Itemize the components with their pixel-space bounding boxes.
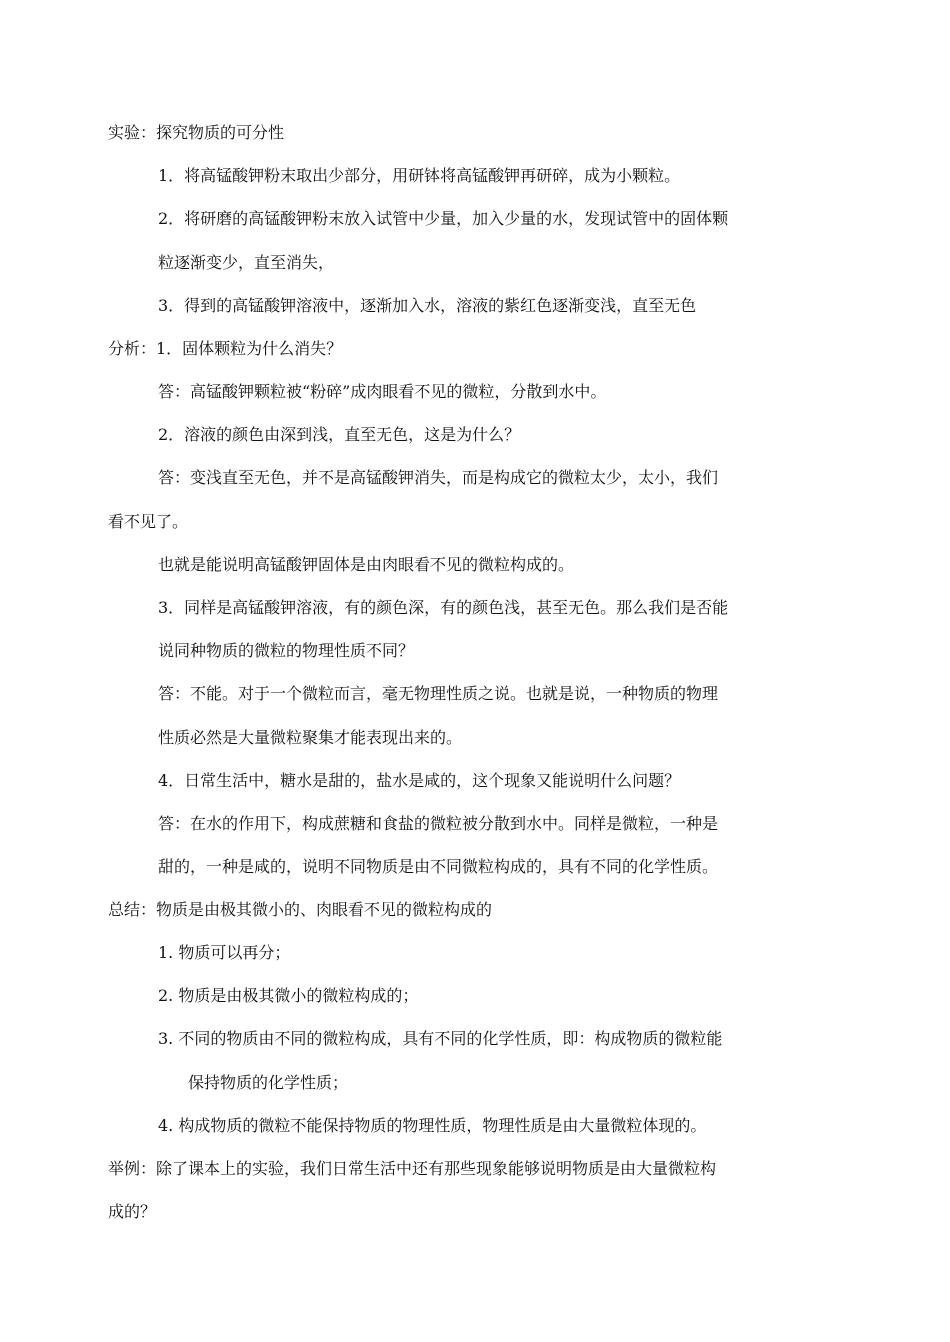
analysis-answer-3: 答：不能。对于一个微粒而言，毫无物理性质之说。也就是说，一种物质的物理 <box>158 684 719 703</box>
analysis-answer-4: 答：在水的作用下，构成蔗糖和食盐的微粒被分散到水中。同样是微粒，一种是 <box>158 814 719 833</box>
analysis-question-4: 4．日常生活中，糖水是甜的，盐水是咸的，这个现象又能说明什么问题？ <box>158 771 681 790</box>
example-question-cont: 成的？ <box>108 1202 157 1221</box>
analysis-answer-2-note: 也就是能说明高锰酸钾固体是由肉眼看不见的微粒构成的。 <box>158 555 575 574</box>
section-heading-experiment: 实验：探究物质的可分性 <box>108 123 285 142</box>
summary-item-4: 4. 构成物质的微粒不能保持物质的物理性质，物理性质是由大量微粒体现的。 <box>158 1116 707 1135</box>
analysis-answer-2-cont: 看不见了。 <box>108 512 189 531</box>
analysis-question-1: 分析：1．固体颗粒为什么消失？ <box>108 339 343 358</box>
section-heading-summary: 总结：物质是由极其微小的、肉眼看不见的微粒构成的 <box>108 900 493 919</box>
experiment-step-2-cont: 粒逐渐变少，直至消失， <box>158 253 335 272</box>
section-heading-example: 举例：除了课本上的实验，我们日常生活中还有那些现象能够说明物质是由大量微粒构 <box>108 1159 717 1178</box>
summary-item-1: 1. 物质可以再分； <box>158 943 291 962</box>
experiment-step-1: 1．将高锰酸钾粉末取出少部分，用研钵将高锰酸钾再研碎，成为小颗粒。 <box>158 166 681 185</box>
analysis-question-2: 2．溶液的颜色由深到浅，直至无色，这是为什么？ <box>158 425 521 444</box>
analysis-answer-3-cont: 性质必然是大量微粒聚集才能表现出来的。 <box>158 728 463 747</box>
analysis-answer-4-cont: 甜的，一种是咸的，说明不同物质是由不同微粒构成的，具有不同的化学性质。 <box>158 857 719 876</box>
analysis-answer-2: 答：变浅直至无色，并不是高锰酸钾消失，而是构成它的微粒太少，太小，我们 <box>158 468 719 487</box>
analysis-question-3-cont: 说同种物质的微粒的物理性质不同？ <box>158 641 415 660</box>
summary-item-2: 2. 物质是由极其微小的微粒构成的； <box>158 986 419 1005</box>
summary-item-3-cont: 保持物质的化学性质； <box>188 1073 349 1092</box>
analysis-answer-1: 答：高锰酸钾颗粒被“粉碎”成肉眼看不见的微粒，分散到水中。 <box>158 382 607 401</box>
experiment-step-2: 2．将研磨的高锰酸钾粉末放入试管中少量，加入少量的水，发现试管中的固体颗 <box>158 209 729 228</box>
experiment-step-3: 3．得到的高锰酸钾溶液中，逐渐加入水，溶液的紫红色逐渐变浅，直至无色 <box>158 296 697 315</box>
summary-item-3: 3. 不同的物质由不同的微粒构成，具有不同的化学性质，即：构成物质的微粒能 <box>158 1029 723 1048</box>
analysis-question-3: 3．同样是高锰酸钾溶液，有的颜色深，有的颜色浅，甚至无色。那么我们是否能 <box>158 598 729 617</box>
